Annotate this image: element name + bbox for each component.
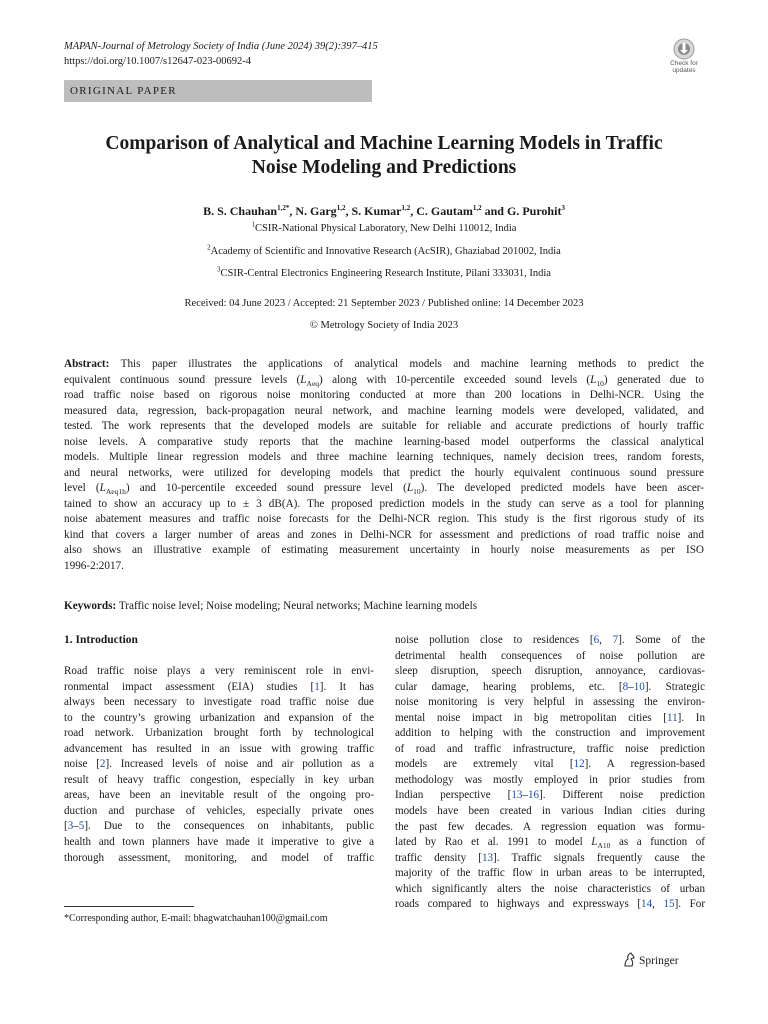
citation-link[interactable]: 5: [78, 820, 85, 833]
author-name: C. Gautam: [416, 204, 473, 218]
keywords-label: Keywords:: [64, 600, 117, 612]
text-line: models are extremely vital [12]. A regression-based: [395, 758, 705, 771]
text-line: majority of the traffic flow in urban areas to be interrupted,: [395, 867, 705, 880]
text-line: the past few decades. A regression equation was formu-: [395, 820, 705, 833]
author-name: N. Garg: [295, 204, 337, 218]
affiliation-3: $^3$CSIR-Central Electronics Engineering Research Institute, Pilani 333031, India: [217, 265, 551, 279]
abstract-label: Abstract:: [64, 358, 110, 370]
affiliation-2: $^2$Academy of Scientific and Innovative Research (AcSIR), Ghaziabad 201002, India: [207, 243, 561, 257]
check-label-2: updates: [672, 67, 696, 74]
keywords: [64, 599, 704, 614]
text-line: duction and purchase of vehicles, especially private ones: [64, 804, 374, 817]
right-column: [395, 633, 705, 913]
citation-link[interactable]: 3: [67, 820, 74, 833]
text-line: thorough assessment, monitoring, and model of traffic: [64, 851, 374, 864]
text-line: which significantly alters the noise characteristics of urban: [395, 882, 705, 895]
text-line: lated by Rao et al. 1991 to model $L_{A10}$ as a function of: [395, 836, 705, 851]
article-title: [64, 132, 704, 180]
text-line: ronmental impact assessment (EIA) studies [1]. It has: [64, 680, 374, 693]
citation-link[interactable]: 16: [527, 789, 540, 802]
check-label-1: Check for: [670, 60, 698, 67]
citation-link[interactable]: 11: [666, 711, 678, 724]
text-line: traffic density [13]. Traffic signals frequently cause the: [395, 851, 705, 864]
affiliation-1: $^1$CSIR-National Physical Laboratory, New Delhi 110012, India: [251, 220, 517, 234]
publisher-name: Springer: [639, 955, 679, 967]
text-line: to the country’s growing urbanization and expansion of the: [64, 711, 374, 724]
section-heading: 1. Introduction: [64, 634, 138, 646]
text-line: [3–5]. Due to the consequences on inhabitants, public: [64, 820, 374, 833]
text-line: noise pollution close to residences [6, 7]. Some of the: [395, 634, 705, 646]
footnote: *Corresponding author, E-mail: bhagwatchauhan100@gmail.com: [64, 913, 328, 924]
check-for-updates-badge[interactable]: [663, 38, 705, 74]
springer-horse-icon: [622, 952, 636, 967]
abstract-line: 1996-2:2017.: [64, 559, 124, 572]
citation-link[interactable]: 2: [99, 758, 106, 771]
text-line: cular damage, hearing problems, etc. [8–10]. Strategic: [395, 680, 705, 693]
text-line: addition to helping with the construction and improvement: [395, 727, 705, 740]
citation-link[interactable]: 15: [663, 898, 675, 911]
abstract-line: also shows an illustrative example of estimating measurement uncertainty in hourly noise measurements as per ISO: [64, 544, 704, 556]
publication-dates: Received: 04 June 2023 / Accepted: 21 September 2023 / Published online: 14 December 2023: [184, 298, 584, 309]
citation-link[interactable]: 7: [612, 634, 619, 646]
text-line: roads compared to highways and expressways [14, 15]. For: [395, 898, 705, 911]
abstract-line: equivalent continuous sound pressure levels $(L_{Aeq})$ along with 10-percentile exceeded sound levels $(L_{10})$ generated due to: [64, 373, 704, 388]
copyright: © Metrology Society of India 2023: [309, 320, 459, 331]
text-line: of road and traffic infrastructure, traffic noise prediction: [395, 742, 705, 755]
citation-link[interactable]: 14: [641, 898, 653, 911]
text-line: Road traffic noise plays a very reminiscent role in envi-: [64, 665, 374, 677]
abstract-line: tained to show an accuracy up to ± 3 dB(A). The proposed prediction models in the study can serve as a tool for planning: [64, 497, 704, 510]
text-line: sleep disruption, speech disruption, annoyance, cardiovas-: [395, 665, 705, 678]
abstract: [64, 357, 704, 574]
check-for-updates-icon: [673, 38, 695, 60]
author-name: B. S. Chauhan: [203, 204, 278, 218]
journal-citation: MAPAN-Journal of Metrology Society of India (June 2024) 39(2):397–415: [64, 41, 378, 52]
abstract-line: level $(L_{Aeq1h})$ and 10-percentile exceeded sound pressure level $(L_{10})$. The developed predicted models have been ascer-: [64, 482, 705, 497]
title-line-1: Comparison of Analytical and Machine Learning Models in Traffic: [105, 133, 663, 154]
left-column: [64, 664, 374, 866]
text-line: areas, have been an inevitable result of the ongoing pro-: [64, 789, 374, 802]
citation-link[interactable]: 13: [481, 851, 494, 864]
text-line: always been necessary to investigate road traffic noise due: [64, 696, 374, 709]
citation-link[interactable]: 12: [573, 758, 585, 771]
abstract-line: noise abatement measures and traffic noise forecasts for the Delhi-NCR region. This study is the first rigorous study of its: [64, 513, 704, 525]
text-line: models have been created in various Indian cities during: [395, 805, 705, 818]
citation-link[interactable]: 1: [314, 680, 320, 693]
citation-link[interactable]: 10: [633, 680, 645, 693]
keywords-text: Traffic noise level; Noise modeling; Neural networks; Machine learning models: [118, 600, 478, 612]
text-line: noise [2]. Increased levels of noise and air pollution as a: [64, 758, 374, 771]
text-line: detrimental health consequences of noise pollution are: [395, 649, 705, 662]
doi-link[interactable]: https://doi.org/10.1007/s12647-023-00692-4: [64, 56, 252, 67]
author-name: G. Purohit: [506, 204, 562, 218]
author-name: S. Kumar: [351, 204, 402, 218]
text-line: health and town planners have made it imperative to give a: [64, 836, 374, 849]
abstract-line: and neural networks, were utilized for developing models that predict the hourly equivalent continuous sound pressure: [64, 466, 704, 479]
abstract-line: tested. The work represents that the developed models are suitable for reliable and accurate predictions of hourly traffic: [64, 420, 704, 432]
abstract-line: measured data, regression, back-propagation neural network, and machine learning models were developed, validated, and: [64, 404, 704, 417]
abstract-line: Abstract: This paper illustrates the applications of analytical models and machine learning methods to predict the: [64, 358, 704, 370]
text-line: Indian perspective [13–16]. Different noise prediction: [395, 789, 705, 802]
text-line: methodology was mostly employed in prior studies from: [395, 773, 705, 786]
citation-link[interactable]: 8: [622, 680, 629, 693]
abstract-line: models. Multiple linear regression models and three machine learning techniques, namely decision trees, random forests,: [64, 451, 704, 463]
title-line-2: Noise Modeling and Predictions: [251, 157, 517, 178]
publisher-logo[interactable]: [622, 952, 679, 969]
author-list: B. S. Chauhan$^{1,2*}$, N. Garg$^{1,2}$, S. Kumar$^{1,2}$, C. Gautam$^{1,2}$ and G. Purohit$^3$: [203, 204, 565, 218]
citation-link[interactable]: 6: [593, 634, 600, 646]
article-type-band: ORIGINAL PAPER: [64, 80, 372, 102]
text-line: result of heavy traffic congestion, especially in key urban: [64, 773, 374, 786]
text-line: road network. Urbanization brought forth by technological: [64, 727, 374, 740]
citation-link[interactable]: 13: [511, 789, 523, 802]
abstract-line: kind that covers a larger number of areas and zones in Delhi-NCR for assessment and predictions of road traffic noise and: [64, 528, 704, 541]
text-line: advancement has resulted in an issue with growing traffic: [64, 742, 374, 755]
text-line: mental noise impact in big metropolitan cities [11]. In: [395, 711, 705, 724]
text-line: noise monitoring is very helpful in assessing the environ-: [395, 696, 705, 709]
abstract-line: noise levels. A comparative study reports that the machine learning-based model outperforms the classical analytical: [64, 435, 704, 448]
abstract-line: road traffic noise based on rigorous noise monitoring conducted at more than 200 locations in Delhi-NCR. Using the: [64, 389, 704, 401]
footnote-rule: [64, 906, 194, 907]
